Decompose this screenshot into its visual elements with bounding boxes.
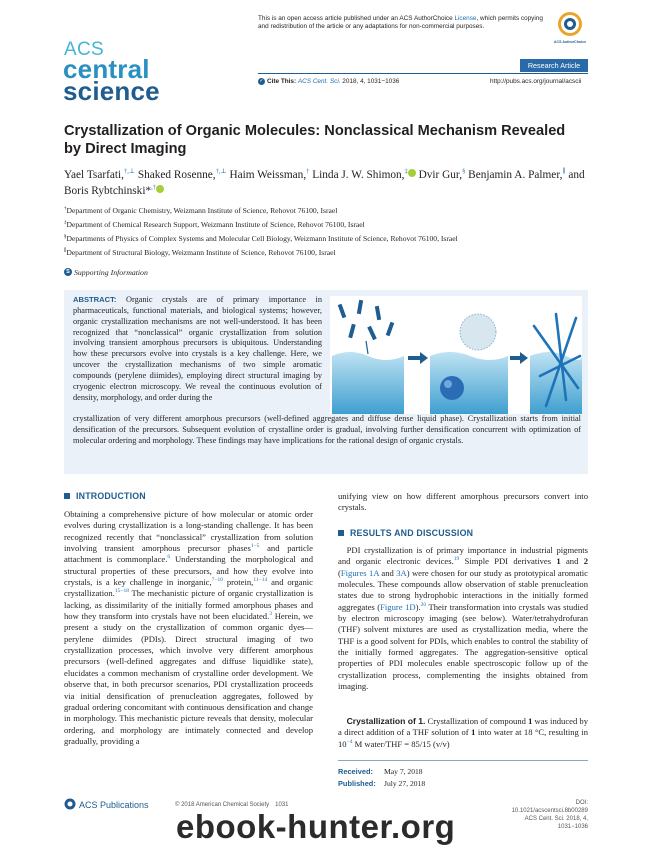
affiliation: †Department of Organic Chemistry, Weizmann Institute of Science, Rehovot 76100, Israel — [64, 206, 338, 215]
affiliation: ‡Department of Chemical Research Support, Weizmann Institute of Science, Rehovot 76100, Israel — [64, 220, 365, 229]
journal-logo-central: central — [63, 54, 150, 84]
cite-icon: ✓ — [259, 78, 264, 84]
journal-logo-science: science — [63, 76, 160, 106]
badge-label: ACS AuthorChoice — [553, 40, 587, 44]
article-dates: Received: May 7, 2018 Published: July 27, 2018 — [338, 767, 426, 788]
publisher-name[interactable]: ACS Publications — [79, 800, 149, 810]
author[interactable]: Haim Weissman, — [229, 169, 307, 181]
acs-publications-icon — [64, 798, 76, 810]
affiliation: §Departments of Physics of Complex Systems and Molecular Cell Biology, Weizmann Institute of Science, Rehovot 76100, Israel — [64, 234, 458, 243]
abstract-text: ABSTRACT: Organic crystals are of primary importance in pharmaceuticals, functional materials, and biological systems; however, organic crystallization mechanisms are not well-understood. It has been recognized that “nonclassical” organic crystallization from solution involving transient amorphous precursors is ubiquitous. Understanding how these precursors evolve into crystals is a key challenge. Here, we uncover the crystallization mechanisms of two simple aromatic compounds (perylene diimides), employing direct structural imaging by cryogenic electron microscopy. We reveal the continuous evolution of density, morphology, and order during the — [73, 295, 322, 402]
crystallization-paragraph: Crystallization of 1. Crystallization of compound 1 was induced by a direct addition of a THF solution of 1 into water at 18 °C, resulting in 10$^{-4}$ M water/THF = 85/15 (v/v) — [338, 716, 589, 749]
article-title: Crystallization of Organic Molecules: Nonclassical Mechanism Revealed by Direct Imaging — [64, 123, 566, 157]
author[interactable]: Shaked Rosenne, — [137, 169, 216, 181]
article-type-badge: Research Article — [520, 59, 588, 72]
figure-link[interactable]: Figure 1D — [380, 601, 416, 612]
copyright: © 2018 American Chemical Society 1031 — [175, 802, 289, 808]
author[interactable]: Dvir Gur, — [418, 169, 463, 181]
doi-info[interactable]: DOI: 10.1021/acscentsci.8b00289 ACS Cent. Sci. 2018, 4, 1031−1036 — [511, 800, 588, 830]
supporting-info-icon[interactable]: S — [64, 268, 72, 276]
cite-this[interactable]: ✓ Cite This: ACS Cent. Sci. 2018, 4, 1031−1036 — [259, 78, 400, 86]
watermark-text: ebook-hunter.org — [176, 808, 456, 845]
figure-link[interactable]: Figures 1A — [340, 567, 380, 578]
supporting-info-link[interactable]: Supporting Information — [74, 268, 148, 277]
author[interactable]: Yael Tsarfati, — [64, 169, 124, 181]
author-list: Yael Tsarfati,†,⊥ Shaked Rosenne,†,⊥ Haim Weissman,† Linda J. W. Shimon,‡ Dvir Gur,§ Benjamin A. Palmer,∥ and Boris Rybtchinski*,† — [64, 168, 585, 197]
author[interactable]: Benjamin A. Palmer, — [468, 169, 563, 181]
figure-link[interactable]: 3A — [396, 567, 407, 578]
intro-continuation: unifying view on how different amorphous precursors convert into crystals. — [338, 491, 588, 513]
abstract-text-continued: crystallization of very different amorphous precursors (well-defined aggregates and diffuse dense liquid phase). Crystallization starts from initial densification of the precursors. Subsequent evolution of crystalline order is gradual, involving further densification concurrent with optimization of molecular ordering and morphology. These findings may have implications for the rational design of organic crystals. — [73, 414, 581, 445]
license-link[interactable]: License — [454, 15, 477, 22]
header-rule — [258, 73, 588, 74]
open-access-note: This is an open access article published under an ACS AuthorChoice License, which permits copying and redistribution of the article or any adaptations for non-commercial purposes. — [258, 15, 543, 30]
intro-heading: INTRODUCTION — [64, 491, 146, 501]
journal-url[interactable]: http://pubs.acs.org/journal/acscii — [490, 78, 582, 85]
orcid-icon[interactable] — [408, 169, 416, 177]
orcid-icon[interactable] — [156, 185, 164, 193]
author[interactable]: Linda J. W. Shimon, — [312, 169, 405, 181]
author[interactable]: and Boris Rybtchinski* — [64, 169, 585, 197]
results-paragraph: PDI crystallization is of primary importance in industrial pigments and organic electronic devices.$^{19}$ Simple PDI derivatives 1 and 2 (Figures 1A and 3A) were chosen for our study as prototypical aromatic molecules. These compounds allow observation of stable prenucleation states due to strong hydrophobic interactions in the initially formed aggregates (Figure 1D).$^{20}$ Their transformation into crystals was studied by electron microscopy imaging (see below). Water/tetrahydrofuran (THF) solvent mixtures are used as crystallization media, where the THF is a good solvent for PDIs, which enables to control the stability of the initially formed aggregates. The aggregation-sensitive optical properties of PDI molecules enable spectroscopic follow up of the crystallization process, complementing the insights obtained from imaging. — [338, 545, 588, 692]
dates-rule — [338, 760, 588, 761]
intro-paragraph: Obtaining a comprehensive picture of how molecular or atomic order evolves during crystallization is a long-standing challenge. It has been recognized recently that “nonclassical” crystallization from solution involving transient amorphous precursor phases$^{1-5}$ and particle attachment is commonplace.$^6$ Understanding the morphological and structural properties of these precursors, and how they evolve into crystals, is a key challenge in inorganic,$^{7-10}$ protein,$^{11-14}$ and organic crystallization.$^{15-18}$ The mechanistic picture of organic crystallization is lacking, as dissimilarity of the initially formed amorphous phases and how they transform into crystals have not been elucidated.$^3$ Herein, we present a study on the crystallization of common organic dyes—perylene diimides (PDIs). Direct structural imaging of two crystallization processes, which involve very different amorphous precursors (well-defined aggregates and diffuse liquidlike state), elucidates a common mechanism of crystalline order development. We observe that, in both precursor scenarios, PDI crystallization proceeds via initial densification of prenucleation aggregates, followed by gradual ordering concomitant with continuous densification and change in morphology. This mechanistic picture reveals that density, molecular ordering, and morphology are intimately connected and develop gradually, providing a — [64, 509, 314, 746]
results-heading: RESULTS AND DISCUSSION — [338, 528, 473, 538]
journal-logo-acs: ACS — [64, 39, 104, 60]
toc-graphic — [330, 296, 582, 414]
affiliation: ∥Department of Structural Biology, Weizmann Institute of Science, Rehovot 76100, Israel — [64, 248, 336, 257]
